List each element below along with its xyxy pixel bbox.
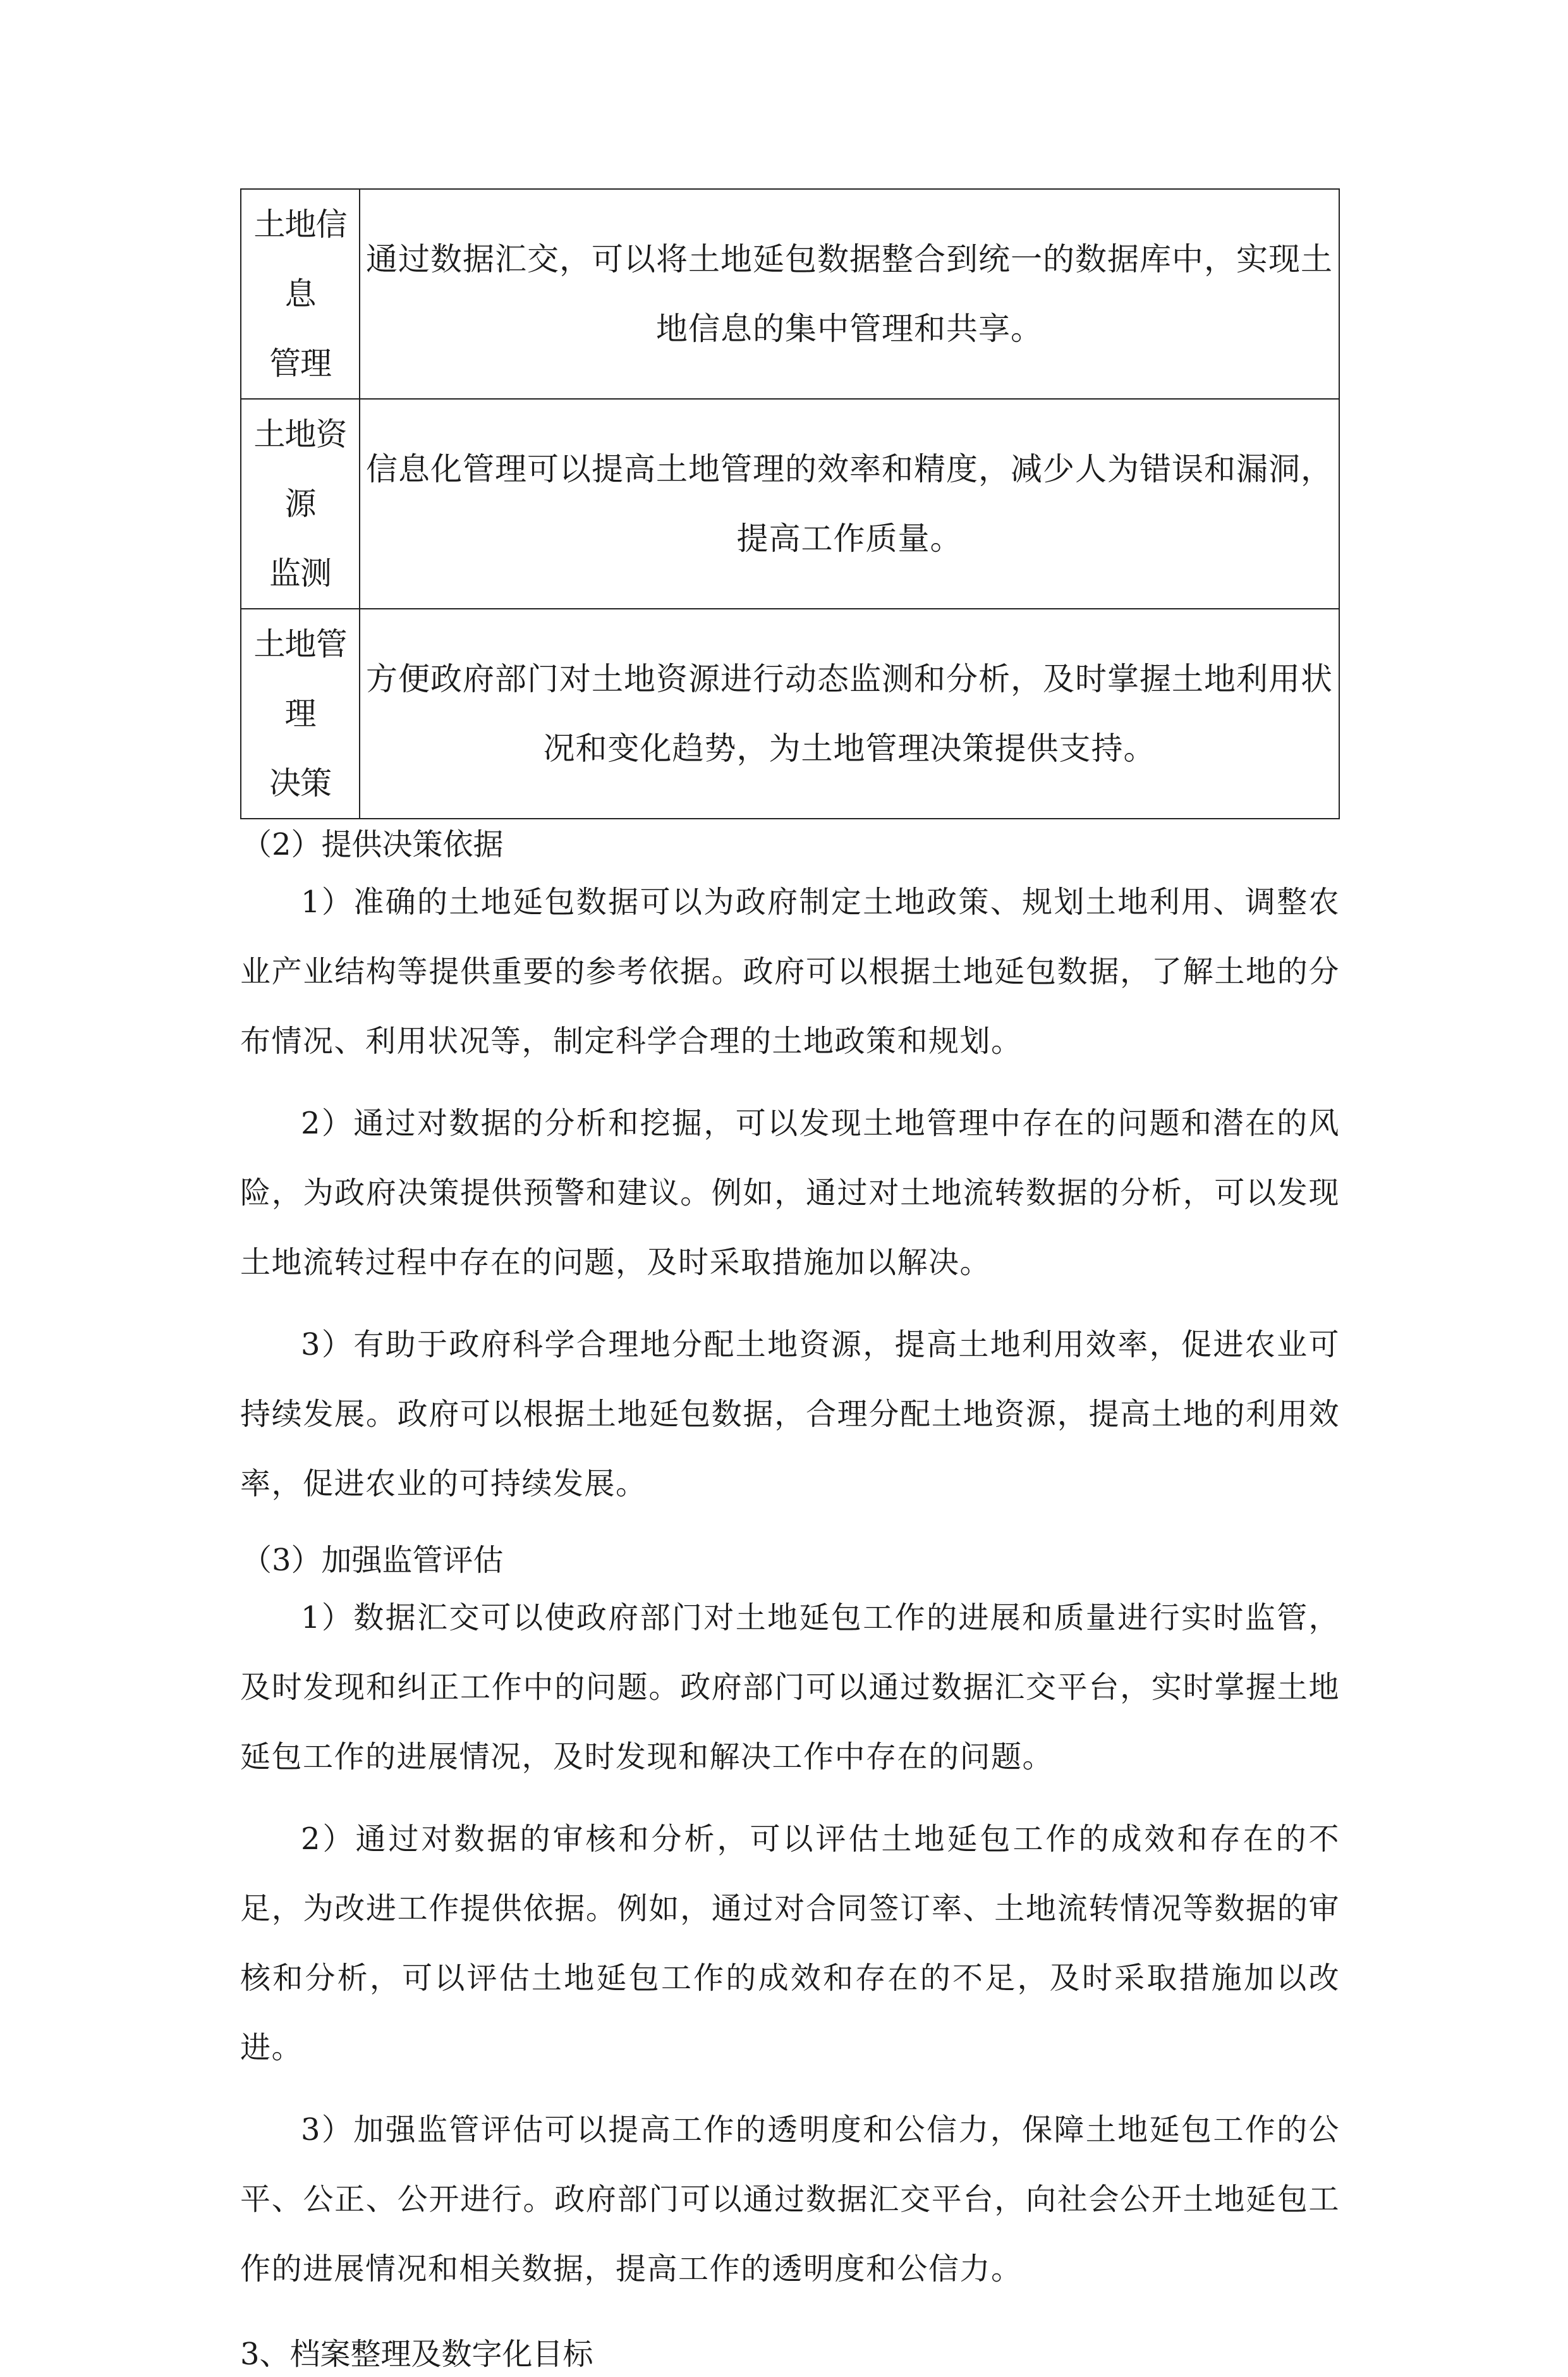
paragraph: 3）加强监管评估可以提高工作的透明度和公信力，保障土地延包工作的公平、公正、公开进行。政府部门可以通过数据汇交平台，向社会公开土地延包工作的进展情况和相关数据，提高工作的透明度和公信力。 — [240, 2112, 1340, 2287]
table-cell-description — [360, 189, 1339, 399]
document-page — [240, 188, 1340, 2377]
label-line: 土地资源 — [253, 416, 347, 522]
table-cell-label — [241, 609, 360, 819]
desc-line: 地信息的集中管理和共享。 — [656, 310, 1043, 347]
table-cell-label — [241, 399, 360, 609]
paragraph: 1）数据汇交可以使政府部门对土地延包工作的进展和质量进行实时监管，及时发现和纠正工作中的问题。政府部门可以通过数据汇交平台，实时掌握土地延包工作的进展情况，及时发现和解决工作中存在的问题。 — [240, 1600, 1340, 1775]
label-line: 土地信息 — [253, 206, 347, 312]
info-table — [240, 188, 1340, 819]
label-line: 监测 — [269, 555, 331, 592]
desc-line: 信息化管理可以提高土地管理的效率和精度，减少人为错误和漏洞， — [366, 451, 1333, 487]
desc-line: 方便政府部门对土地资源进行动态监测和分析，及时掌握土地利用状 — [366, 661, 1333, 697]
table-row — [241, 399, 1339, 609]
paragraph: 2）通过对数据的分析和挖掘，可以发现土地管理中存在的问题和潜在的风险，为政府决策提供预警和建议。例如，通过对土地流转数据的分析，可以发现土地流转过程中存在的问题，及时采取措施加以解决。 — [240, 1106, 1340, 1280]
desc-line: 通过数据汇交，可以将土地延包数据整合到统一的数据库中，实现土 — [366, 241, 1333, 278]
label-line: 土地管理 — [253, 626, 347, 732]
table-cell-description — [360, 399, 1339, 609]
section-heading-supervision: （3）加强监管评估 — [241, 1543, 504, 1578]
section-heading-archive-digitization: 3、档案整理及数字化目标 — [240, 2337, 593, 2372]
paragraph: 3）有助于政府科学合理地分配土地资源，提高土地利用效率，促进农业可持续发展。政府可以根据土地延包数据，合理分配土地资源，提高土地的利用效率，促进农业的可持续发展。 — [240, 1327, 1340, 1501]
table-row — [241, 609, 1339, 819]
desc-line: 况和变化趋势，为土地管理决策提供支持。 — [543, 730, 1156, 767]
label-line: 管理 — [269, 345, 331, 382]
paragraph: 2）通过对数据的审核和分析，可以评估土地延包工作的成效和存在的不足，为改进工作提供依据。例如，通过对合同签订率、土地流转情况等数据的审核和分析，可以评估土地延包工作的成效和存在的不足，及时采取措施加以改进。 — [240, 1821, 1340, 2065]
table-row — [241, 189, 1339, 399]
table-cell-description — [360, 609, 1339, 819]
section-heading-decision-basis: （2）提供决策依据 — [241, 827, 504, 862]
label-line: 决策 — [269, 765, 331, 802]
paragraph: 1）准确的土地延包数据可以为政府制定土地政策、规划土地利用、调整农业产业结构等提供重要的参考依据。政府可以根据土地延包数据，了解土地的分布情况、利用状况等，制定科学合理的土地政策和规划。 — [240, 884, 1340, 1059]
desc-line: 提高工作质量。 — [736, 520, 963, 557]
table-cell-label — [241, 189, 360, 399]
